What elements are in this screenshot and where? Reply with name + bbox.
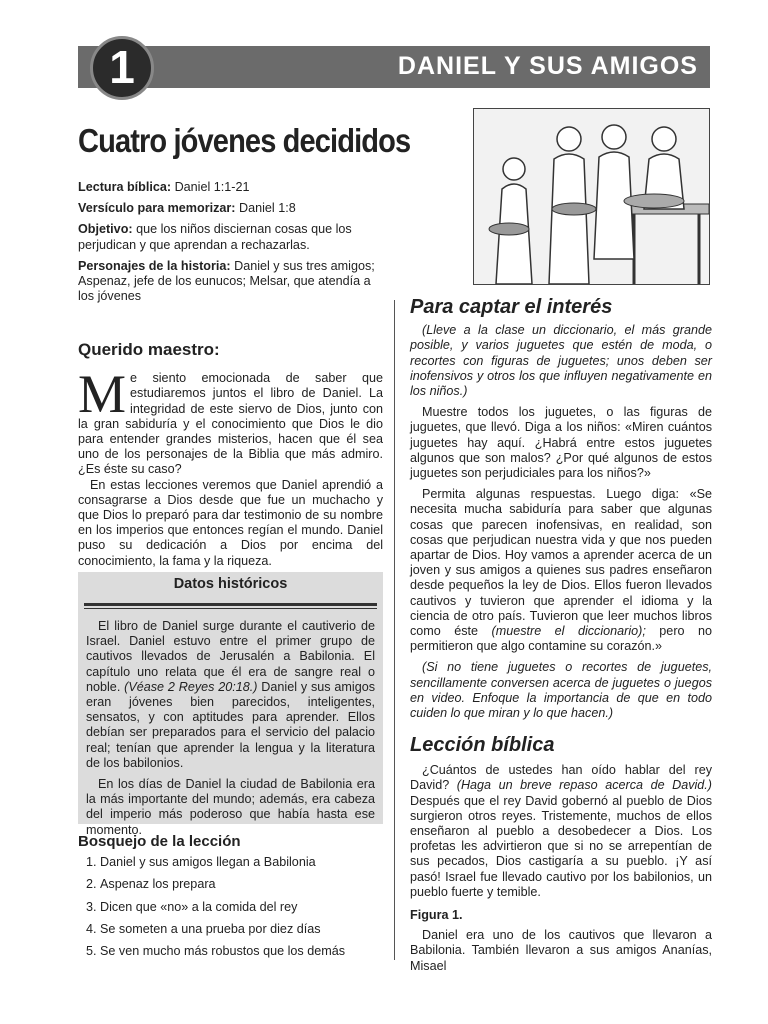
verse-label: Versículo para memorizar: — [78, 201, 236, 216]
outline-item: 4. Se someten a una prueba por diez días — [100, 922, 383, 937]
teacher-paragraph-1: e siento emocionada de saber que estudiaremos juntos el libro de Daniel. La integridad de este siervo de Dios, junto con la gran sabiduría y el conocimiento que Dios le dio para entender grandes misterios, hacen que él sea uno de los personajes de la Biblia que más admiro. ¿Es éste su caso? — [78, 371, 383, 477]
historical-paragraph-2: En los días de Daniel la ciudad de Babilonia era la más importante del mundo; además, era cabeza del imperio más poderoso que había hasta ese momento. — [86, 777, 375, 837]
teacher-heading: Querido maestro: — [78, 340, 220, 359]
outline-item: 1. Daniel y sus amigos llegan a Babilonia — [100, 855, 383, 870]
column-divider — [394, 300, 395, 960]
interest-paragraph-4: (Si no tiene juguetes o recortes de juguetes, sencillamente conversen acerca de juguetes o juegos en video. Enfoque la importancia de que en todo cuiden lo que miran y lo que hacen.) — [410, 660, 712, 721]
lesson-title: Cuatro jóvenes decididos — [78, 122, 411, 159]
interest-section — [410, 296, 712, 721]
outline-item: 3. Dicen que «no» a la comida del rey — [100, 900, 383, 915]
dropcap-letter: M — [78, 364, 127, 425]
teacher-section — [78, 342, 383, 569]
outline-list — [78, 855, 383, 959]
illustration-drawing — [474, 109, 709, 284]
bible-lesson-paragraph-2: Daniel era uno de los cautivos que llevaron a Babilonia. También llevaron a sus amigos Ananías, Misael — [410, 928, 712, 973]
interest-paragraph-2: Muestre todos los juguetes, o las figuras de juguetes, que llevó. Diga a los niños: «Miren cuántos juguetes hay aquí. ¿Habrá entre estos juguetes algunos que son malos? ¿Por qué algunos de estos juguetes son perjudiciales para los niños?» — [410, 405, 712, 481]
figure-label: Figura 1. — [410, 908, 463, 923]
lesson-number-badge: 1 — [90, 36, 154, 100]
outline-item: 2. Aspenaz los prepara — [100, 877, 383, 892]
reading-value: Daniel 1:1-21 — [174, 180, 250, 194]
outline-heading: Bosquejo de la lección — [78, 833, 241, 850]
historical-heading: Datos históricos — [173, 576, 288, 592]
outline-item: 5. Se ven mucho más robustos que los demás — [100, 944, 383, 959]
interest-heading: Para captar el interés — [410, 296, 613, 318]
historical-rule — [84, 603, 377, 609]
teacher-paragraph-2: En estas lecciones veremos que Daniel aprendió a consagrarse a Dios desde que fue un muchacho y que Dios lo preparó para dar testimonio de su nombre en los imperios que entonces regían el mundo. Daniel puso su dedicación a Dios por encima del conocimiento, la fama y la riqueza. — [78, 477, 383, 568]
reading-label: Lectura bíblica: — [78, 180, 172, 194]
interest-paragraph-1: (Lleve a la clase un diccionario, el más grande posible, y varios juguetes que estén de moda, o recortes con figuras de juguetes; unos deben ser inofensivos y otros los que influyen negativamente en los niños.) — [410, 323, 712, 399]
bible-lesson-section — [410, 734, 713, 974]
objective-value: que los niños disciernan cosas que los perjudican y que aprendan a rechazarlas. — [78, 222, 352, 252]
bible-lesson-heading: Lección bíblica — [410, 734, 555, 756]
chapter-title: DANIEL Y SUS AMIGOS — [397, 52, 698, 80]
bible-lesson-paragraph-1: ¿Cuántos de ustedes han oído hablar del rey David? (Haga un breve repaso acerca de David.) Después que el rey David gobernó al pueblo de Dios surgieron otros reyes. Tristemente, muchos de ellos enseñaron al pueblo a desobedecer a Dios. Los profetas les advirtieron que si no se arrepentían de sus pecados, Dios castigaría a su pueblo. ¡Y así pasó! Israel fue llevado cautivo por los babilonios, un pueblo fuerte y temible. — [410, 763, 713, 899]
outline-section — [78, 834, 383, 966]
historical-box — [78, 572, 383, 837]
lesson-meta — [78, 180, 383, 310]
chapter-header-bar — [78, 46, 710, 88]
characters-label: Personajes de la historia: — [78, 258, 231, 273]
characters-value: Daniel y sus tres amigos; Aspenaz, jefe de los eunucos; Melsar, que atendía a los jóvenes — [78, 258, 375, 304]
historical-paragraph-1: El libro de Daniel surge durante el cautiverio de Israel. Daniel estuvo entre el primer grupo de cautivos llevados de Jerusalén a Babilonia. El capítulo uno relata que él era de sangre real o noble. (Véase 2 Reyes 20:18.) Daniel y sus amigos eran jóvenes bien parecidos, inteligentes, sensatos, y con aptitudes para aprender. Ellos debían ser preparados para el servicio del palacio real; tenían que aprender la lengua y la literatura de los babilonios. — [86, 619, 375, 770]
interest-paragraph-3: Permita algunas respuestas. Luego diga: «Se necesita mucha sabiduría para saber que algunas cosas que parecen inofensivas, en realidad, son cosas que perjudican nuestra vida y que nos pueden apartar de Dios. Hoy vamos a aprender acerca de un joven y sus amigos a quienes sus padres enseñaron desde pequeños la ley de Dios. Ellos fueron llevados cautivos y tuvieron que aprender el idioma y la ciencia de otro país. Tuvieron que leer muchos libros como éste (muestre el diccionario); pero no permitieron que algo contamine su corazón.» — [410, 487, 712, 654]
lesson-illustration — [473, 108, 710, 285]
verse-value: Daniel 1:8 — [239, 201, 296, 216]
objective-label: Objetivo: — [78, 222, 133, 237]
